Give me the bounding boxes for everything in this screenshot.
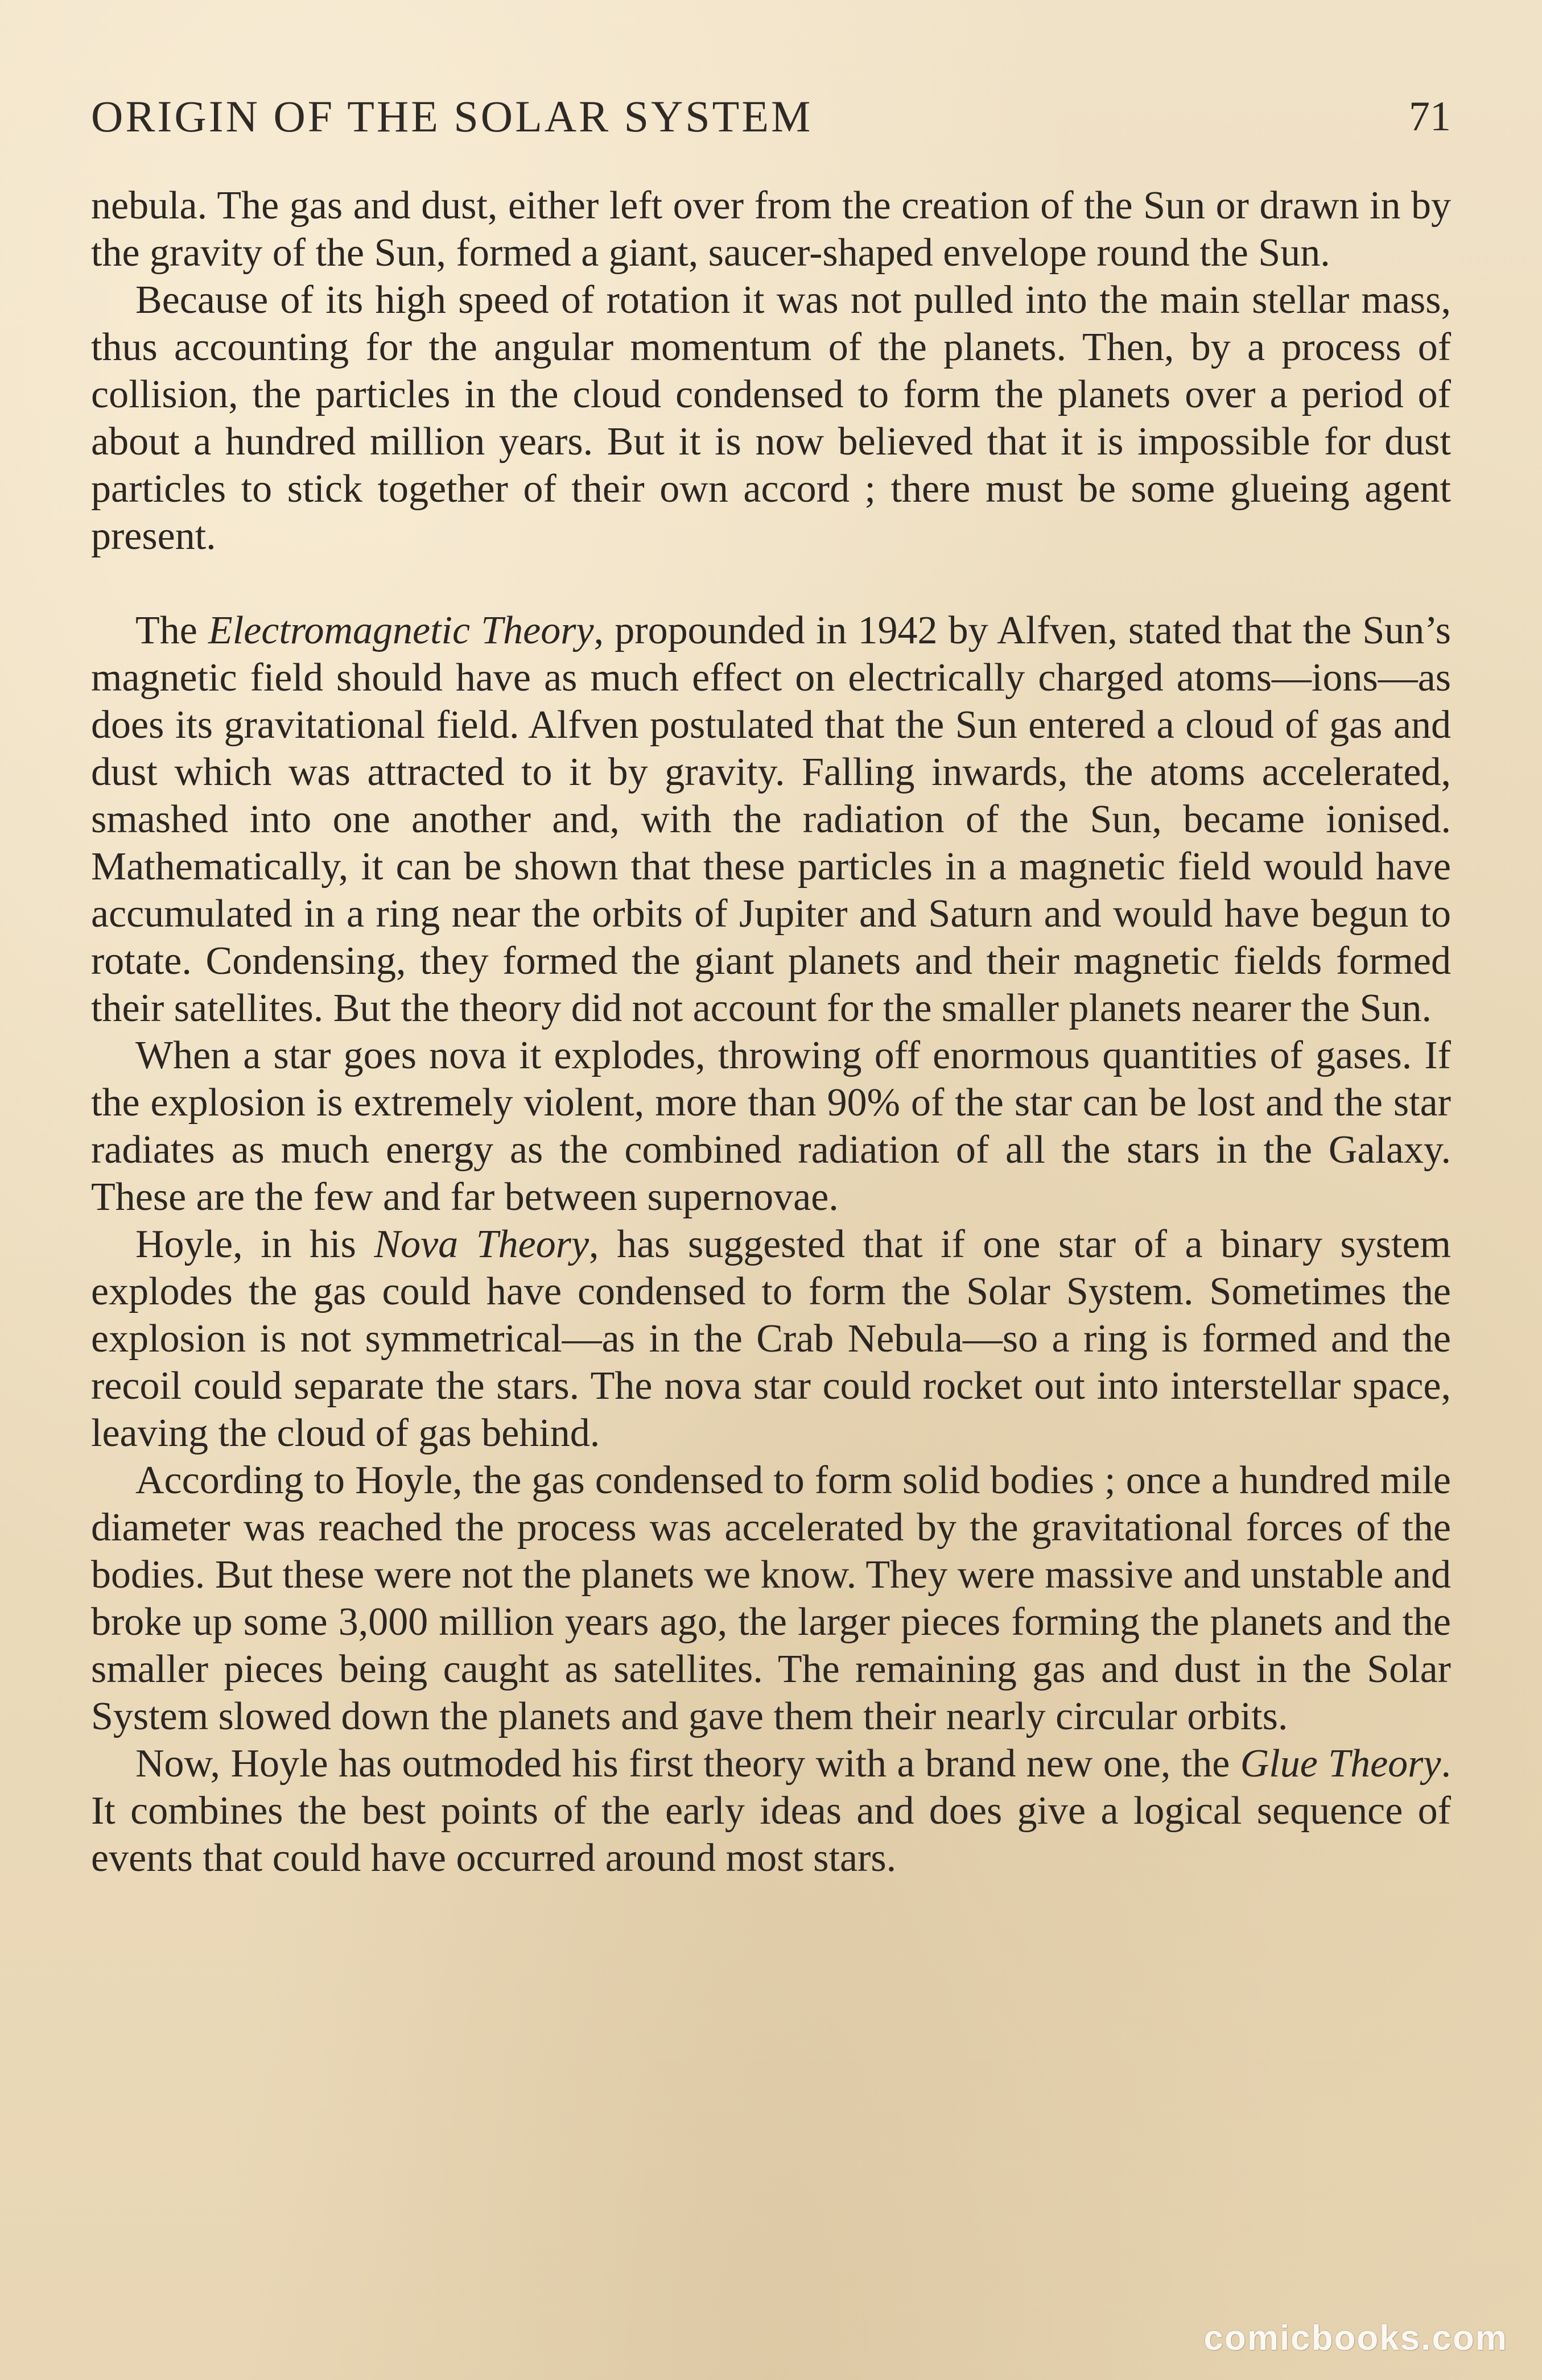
paragraph-text: nebula. The gas and dust, either left over from the creation of the Sun or drawn in by the gravity of the Sun, formed a giant, saucer-shaped envelope round the Sun. xyxy=(91,184,1451,275)
paragraph-text: When a star goes nova it explodes, throwing off enormous quantities of gases. If the explosion is extremely violent, more than 90% of the star can be lost and the star radiates as much energy as the combined radiation of all the stars in the Galaxy. These are the few and far between supernovae. xyxy=(91,1034,1451,1219)
paragraph-text: Hoyle, in his xyxy=(135,1222,374,1266)
running-title: ORIGIN OF THE SOLAR SYSTEM xyxy=(91,92,813,141)
paragraph-text: According to Hoyle, the gas condensed to form solid bodies ; once a hundred mile diameter was reached the process was accelerated by the gravitational forces of the bodies. But these were not the planets we know. They were massive and unstable and broke up some 3,000 million years ago, the larger pieces forming the planets and the smaller pieces being caught as satellites. The remaining gas and dust in the Solar System slowed down the planets and gave them their nearly circular orbits. xyxy=(91,1458,1451,1738)
paragraph-3 xyxy=(91,607,1451,1032)
page-body xyxy=(91,182,1451,1882)
paragraph-1 xyxy=(91,182,1451,276)
theory-name-italic: Glue Theory xyxy=(1240,1742,1441,1786)
paragraph-4 xyxy=(91,1032,1451,1221)
paragraph-2 xyxy=(91,276,1451,560)
book-page xyxy=(91,85,1451,2304)
theory-name-italic: Electromagnetic Theory xyxy=(208,609,594,652)
page-number: 71 xyxy=(1409,93,1451,140)
source-watermark: comicbooks.com xyxy=(1203,2319,1508,2358)
paragraph-text: . It combines the best points of the early ideas and does give a logical sequence of events that could have occurred around most stars. xyxy=(91,1742,1451,1880)
paragraph-text: , has suggested that if one star of a binary system explodes the gas could have condensed to form the Solar System. Sometimes the explosion is not symmetrical—as in the Crab Nebula—so a ring is formed and the recoil could separate the stars. The nova star could rocket out into interstellar space, leaving the cloud of gas behind. xyxy=(91,1222,1451,1455)
paragraph-text: , propounded in 1942 by Alfven, stated that the Sun’s magnetic field should have as much effect on electrically charged atoms—ions—as does its gravitational field. Alfven postulated that the Sun entered a cloud of gas and dust which was attracted to it by gravity. Falling inwards, the atoms accelerated, smashed into one another and, with the radiation of the Sun, became ionised. Mathematically, it can be shown that these particles in a magnetic field would have accumulated in a ring near the orbits of Jupiter and Saturn and would have begun to rotate. Condensing, they formed the giant planets and their magnetic fields formed their satellites. But the theory did not account for the smaller planets nearer the Sun. xyxy=(91,609,1452,1030)
paragraph-5 xyxy=(91,1221,1451,1457)
paragraph-text: The xyxy=(135,609,209,652)
theory-name-italic: Nova Theory xyxy=(374,1222,589,1266)
page-header xyxy=(91,85,1451,148)
paragraph-text: Now, Hoyle has outmoded his first theory with a brand new one, the xyxy=(135,1742,1240,1786)
paragraph-6 xyxy=(91,1457,1451,1740)
paragraph-text: Because of its high speed of rotation it was not pulled into the main stellar mass, thus accounting for the angular momentum of the planets. Then, by a process of collision, the particles in the cloud condensed to form the planets over a period of about a hundred million years. But it is now believed that it is impossible for dust particles to stick together of their own accord ; there must be some glueing agent present. xyxy=(91,278,1451,558)
paragraph-7 xyxy=(91,1740,1451,1882)
